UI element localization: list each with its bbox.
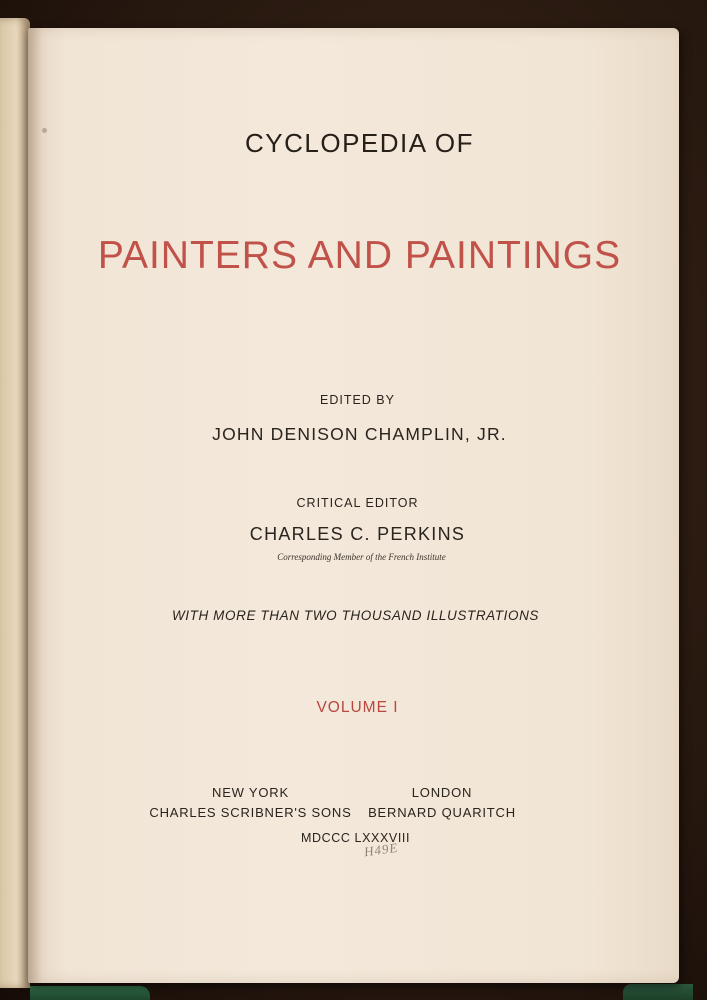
illustrations-note: WITH MORE THAN TWO THOUSAND ILLUSTRATIONS [171, 608, 540, 623]
title-page [28, 28, 679, 983]
publisher-name: CHARLES SCRIBNER'S SONS [149, 805, 352, 820]
cloth-binding-left [30, 986, 150, 1000]
critical-editor-label: CRITICAL EDITOR [296, 496, 419, 510]
critical-editor-affiliation: Corresponding Member of the French Institute [277, 552, 446, 562]
opposite-page-edge [0, 18, 30, 988]
edited-by-label: EDITED BY [320, 393, 395, 407]
pencil-annotation: H49E [363, 839, 400, 860]
publisher-city: NEW YORK [212, 785, 289, 800]
volume-label: VOLUME I [316, 699, 399, 716]
publisher-london [358, 785, 526, 820]
publication-year: MDCCC LXXXVIII [300, 831, 411, 845]
critical-editor-name: CHARLES C. PERKINS [249, 524, 466, 544]
title-prefix: CYCLOPEDIA OF [245, 128, 474, 158]
cloth-binding-right [623, 984, 693, 1000]
editor-name: JOHN DENISON CHAMPLIN, JR. [212, 424, 507, 444]
publisher-new-york [138, 785, 363, 820]
publisher-city: LONDON [411, 785, 473, 800]
publisher-name: BERNARD QUARITCH [368, 805, 516, 820]
main-title: PAINTERS AND PAINTINGS [97, 234, 622, 277]
